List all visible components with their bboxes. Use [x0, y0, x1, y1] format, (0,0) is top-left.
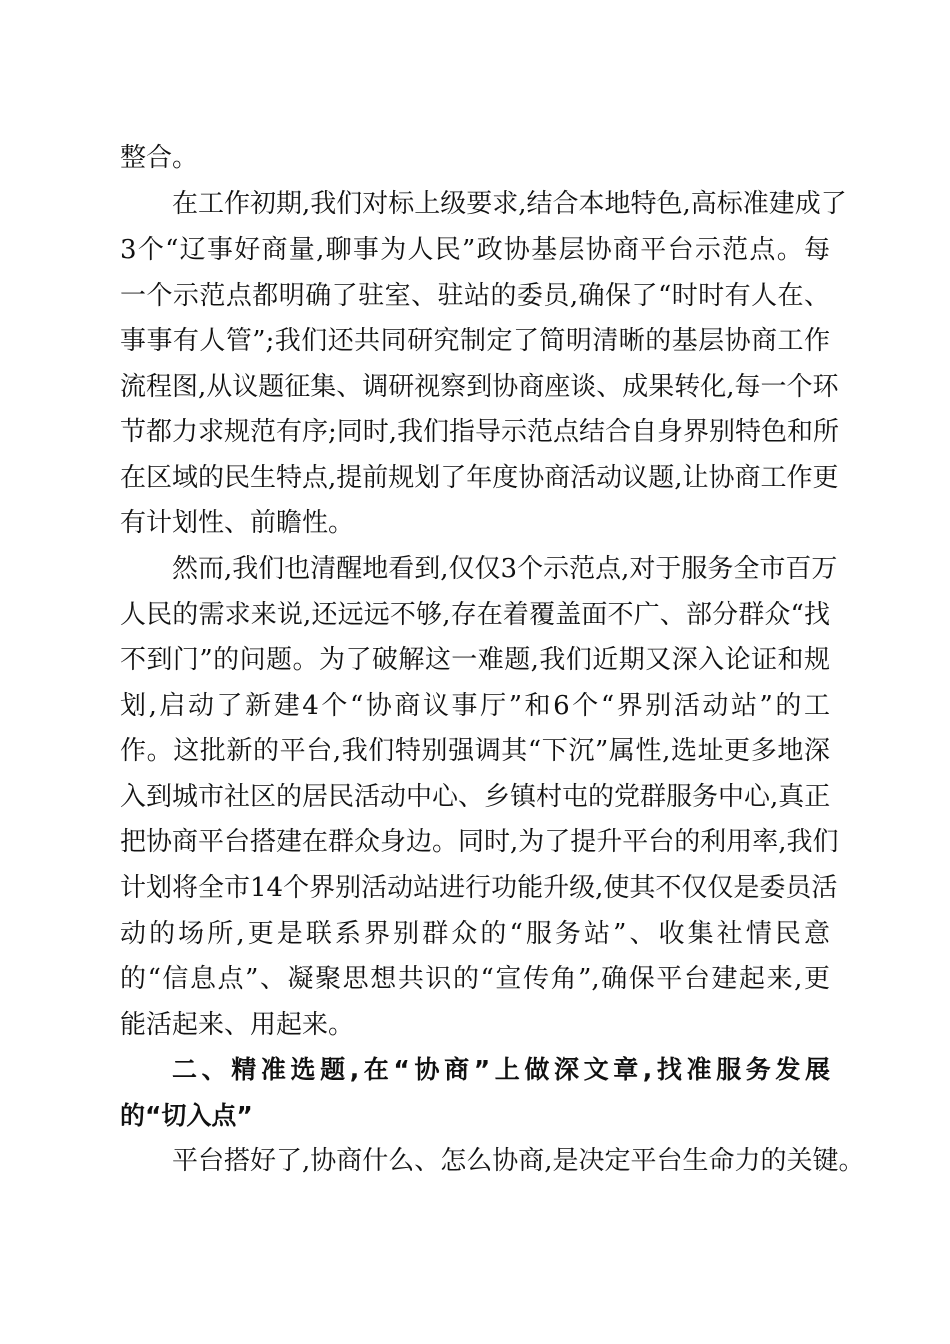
- paragraph-line: 有计划性、前瞻性。: [120, 508, 355, 538]
- paragraph-line: 不到门”的问题。为了破解这一难题,我们近期又深入论证和规: [120, 645, 830, 675]
- paragraph-line: 划,启动了新建4个“协商议事厅”和6个“界别活动站”的工: [120, 691, 830, 721]
- paragraph-line: 节都力求规范有序;同时,我们指导示范点结合自身界别特色和所: [120, 417, 840, 447]
- paragraph-line: 计划将全市14个界别活动站进行功能升级,使其不仅仅是委员活: [120, 873, 838, 903]
- paragraph-line: 的“信息点”、凝聚思想共识的“宣传角”,确保平台建起来,更: [120, 964, 830, 994]
- section-heading-continuation: 的“切入点”: [120, 1101, 253, 1130]
- paragraph-line: 平台搭好了,协商什么、怎么协商,是决定平台生命力的关键。: [172, 1146, 865, 1176]
- section-heading: 二、精准选题,在“协商”上做深文章,找准服务发展: [172, 1055, 830, 1084]
- paragraph-line: 入到城市社区的居民活动中心、乡镇村屯的党群服务中心,真正: [120, 782, 831, 812]
- paragraph-line: 事事有人管”;我们还共同研究制定了简明清晰的基层协商工作: [120, 326, 830, 356]
- paragraph-line: 在区域的民生特点,提前规划了年度协商活动议题,让协商工作更: [120, 463, 839, 493]
- paragraph-line: 整合。: [120, 143, 199, 173]
- paragraph-line: 在工作初期,我们对标上级要求,结合本地特色,高标准建成了: [172, 189, 847, 219]
- paragraph-line: 然而,我们也清醒地看到,仅仅3个示范点,对于服务全市百万: [172, 554, 838, 584]
- paragraph-line: 动的场所,更是联系界别群众的“服务站”、收集社情民意: [120, 919, 830, 949]
- paragraph-line: 一个示范点都明确了驻室、驻站的委员,确保了“时时有人在、: [120, 281, 830, 311]
- paragraph-line: 流程图,从议题征集、调研视察到协商座谈、成果转化,每一个环: [120, 372, 839, 402]
- paragraph-line: 作。这批新的平台,我们特别强调其“下沉”属性,选址更多地深: [120, 736, 830, 766]
- paragraph-line: 人民的需求来说,还远远不够,存在着覆盖面不广、部分群众“找: [120, 600, 830, 630]
- paragraph-line: 3个“辽事好商量,聊事为人民”政协基层协商平台示范点。每: [120, 235, 830, 265]
- paragraph-line: 把协商平台搭建在群众身边。同时,为了提升平台的利用率,我们: [120, 827, 839, 857]
- paragraph-line: 能活起来、用起来。: [120, 1010, 355, 1040]
